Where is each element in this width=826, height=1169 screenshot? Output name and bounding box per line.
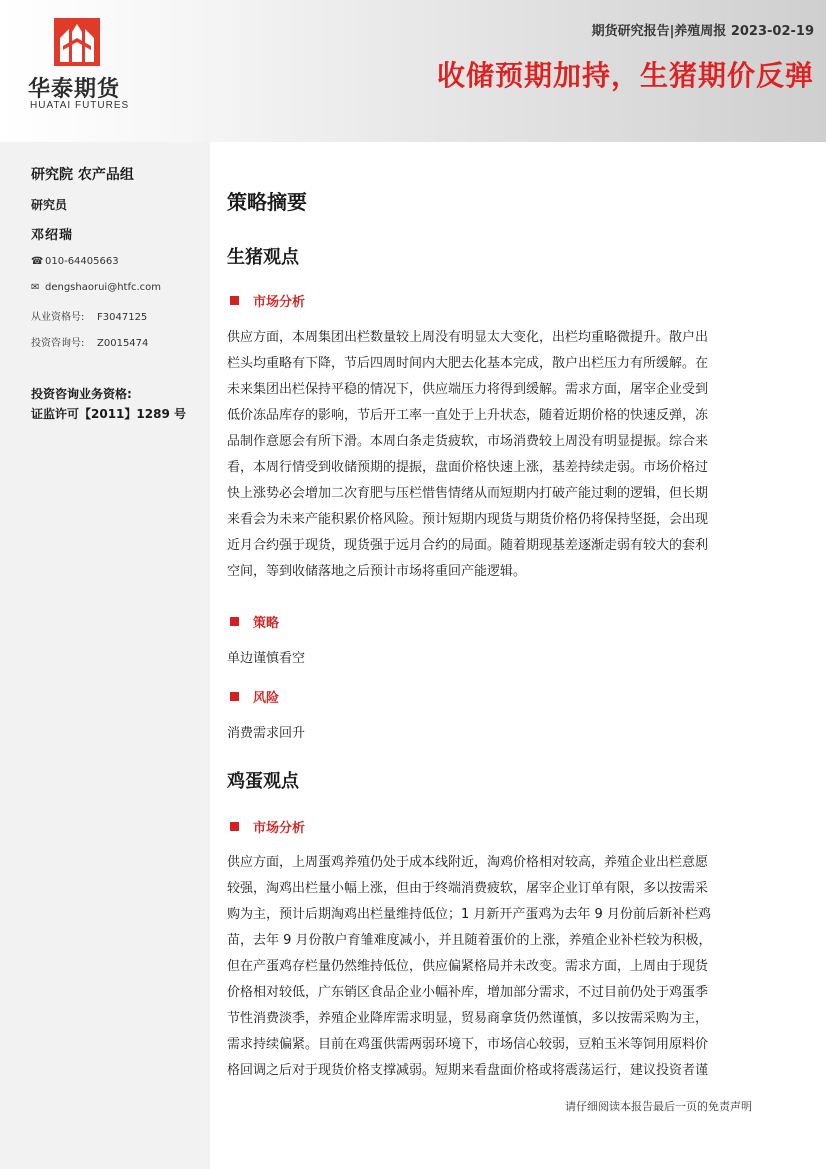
qualification-label: 投资咨询业务资格:	[31, 387, 132, 401]
text-line: 节性消费淡季，养殖企业降库需求明显，贸易商拿货仍然谨慎，多以按需采购为主，	[227, 1011, 709, 1026]
bullet-square-icon	[230, 692, 239, 701]
text-line: 需求持续偏紧。目前在鸡蛋供需两弱环境下，市场信心较弱，豆粕玉米等饲用原料价	[227, 1037, 709, 1052]
text-line: 供应方面，本周集团出栏数量较上周没有明显太大变化，出栏均重略微提升。散户出	[227, 330, 709, 345]
email-address[interactable]: dengshaorui@htfc.com	[45, 282, 162, 293]
disclaimer-note: 请仔细阅读本报告最后一页的免责声明	[565, 1100, 752, 1113]
egg-market-heading: 市场分析	[230, 817, 305, 836]
report-title: 收储预期加持，生猪期价反弹	[436, 59, 814, 92]
analyst-role: 研究员	[31, 198, 68, 212]
report-type-date: 期货研究报告|养殖周报 2023-02-19	[591, 24, 814, 39]
text-line: 快上涨势必会增加二次育肥与压栏惜售情绪从而短期内打破产能过剩的逻辑，但长期	[227, 486, 709, 501]
hog-market-paragraph	[227, 325, 772, 585]
hog-market-heading: 市场分析	[230, 291, 305, 310]
text-line: 购为主，预计后期淘鸡出栏量维持低位；1 月新开产蛋鸡为去年 9 月份前后新补栏鸡	[227, 907, 711, 922]
report-header	[0, 0, 826, 142]
text-line: 未来集团出栏保持平稳的情况下，供应端压力将得到缓解。需求方面，屠宰企业受到	[227, 382, 709, 397]
consult-line	[31, 334, 148, 349]
logo-english-name: HUATAI FUTURES	[30, 100, 130, 111]
huatai-logo-icon	[54, 18, 100, 66]
text-line: 来看会为未来产能积累价格风险。预计短期内现货与期货价格仍将保持坚挺，会出现	[227, 512, 709, 527]
sidebar	[0, 142, 210, 1169]
hog-section-title: 生猪观点	[227, 247, 299, 268]
text-line: 低价冻品库存的影响，节后开工率一直处于上升状态，随着近期价格的快速反弹，冻	[227, 408, 709, 423]
license-label: 从业资格号:	[31, 312, 85, 323]
text-line: 但在产蛋鸡存栏量仍然维持低位，供应偏紧格局并未改变。需求方面，上周由于现货	[227, 959, 709, 974]
text-line: 品制作意愿会有所下滑。本周白条走货疲软，市场消费较上周没有明显提振。综合来	[227, 434, 709, 449]
hog-risk-heading: 风险	[230, 687, 279, 706]
bullet-square-icon	[230, 296, 239, 305]
phone-line	[31, 256, 119, 267]
hog-strategy-text: 单边谨慎看空	[227, 651, 306, 666]
phone-icon: ☎	[31, 256, 44, 267]
consult-number: Z0015474	[97, 338, 149, 349]
text-line: 格回调之后对于现货价格支撑减弱。短期来看盘面价格或将震荡运行，建议投资者谨	[227, 1063, 709, 1078]
email-line	[31, 282, 161, 293]
phone-number: 010-64405663	[45, 256, 119, 267]
egg-market-paragraph	[227, 850, 772, 1084]
bullet-square-icon	[230, 822, 239, 831]
license-number: F3047125	[97, 312, 148, 323]
egg-section-title: 鸡蛋观点	[227, 771, 299, 792]
text-line: 苗，去年 9 月份散户育雏难度减小，并且随着蛋价的上涨，养殖企业补栏较为积极，	[227, 933, 712, 948]
text-line: 供应方面，上周蛋鸡养殖仍处于成本线附近，淘鸡价格相对较高，养殖企业出栏意愿	[227, 855, 709, 870]
hog-strategy-heading: 策略	[230, 612, 279, 631]
text-line: 空间，等到收储落地之后预计市场将重回产能逻辑。	[227, 564, 527, 579]
bullet-square-icon	[230, 617, 239, 626]
text-line: 价格相对较低，广东销区食品企业小幅补库，增加部分需求，不过目前仍处于鸡蛋季	[227, 985, 709, 1000]
logo-chinese-name: 华泰期货	[28, 77, 121, 102]
text-line: 栏头均重略有下降，节后四周时间内大肥去化基本完成，散户出栏压力有所缓解。在	[227, 356, 709, 371]
license-line	[31, 308, 147, 323]
consult-label: 投资咨询号:	[31, 338, 85, 349]
text-line: 近月合约强于现货，现货强于远月合约的局面。随着期现基差逐渐走弱有较大的套利	[227, 538, 709, 553]
analyst-name: 邓绍瑞	[31, 228, 74, 243]
text-line: 看，本周行情受到收储预期的提振，盘面价格快速上涨，基差持续走弱。市场价格过	[227, 460, 709, 475]
summary-title: 策略摘要	[227, 190, 307, 214]
text-line: 较强，淘鸡出栏量小幅上涨，但由于终端消费疲软，屠宰企业订单有限，多以按需采	[227, 881, 709, 896]
hog-risk-text: 消费需求回升	[227, 726, 306, 741]
mail-icon: ✉	[31, 282, 40, 293]
department: 研究院 农产品组	[31, 167, 134, 183]
permit-number: 证监许可【2011】1289 号	[31, 407, 186, 421]
